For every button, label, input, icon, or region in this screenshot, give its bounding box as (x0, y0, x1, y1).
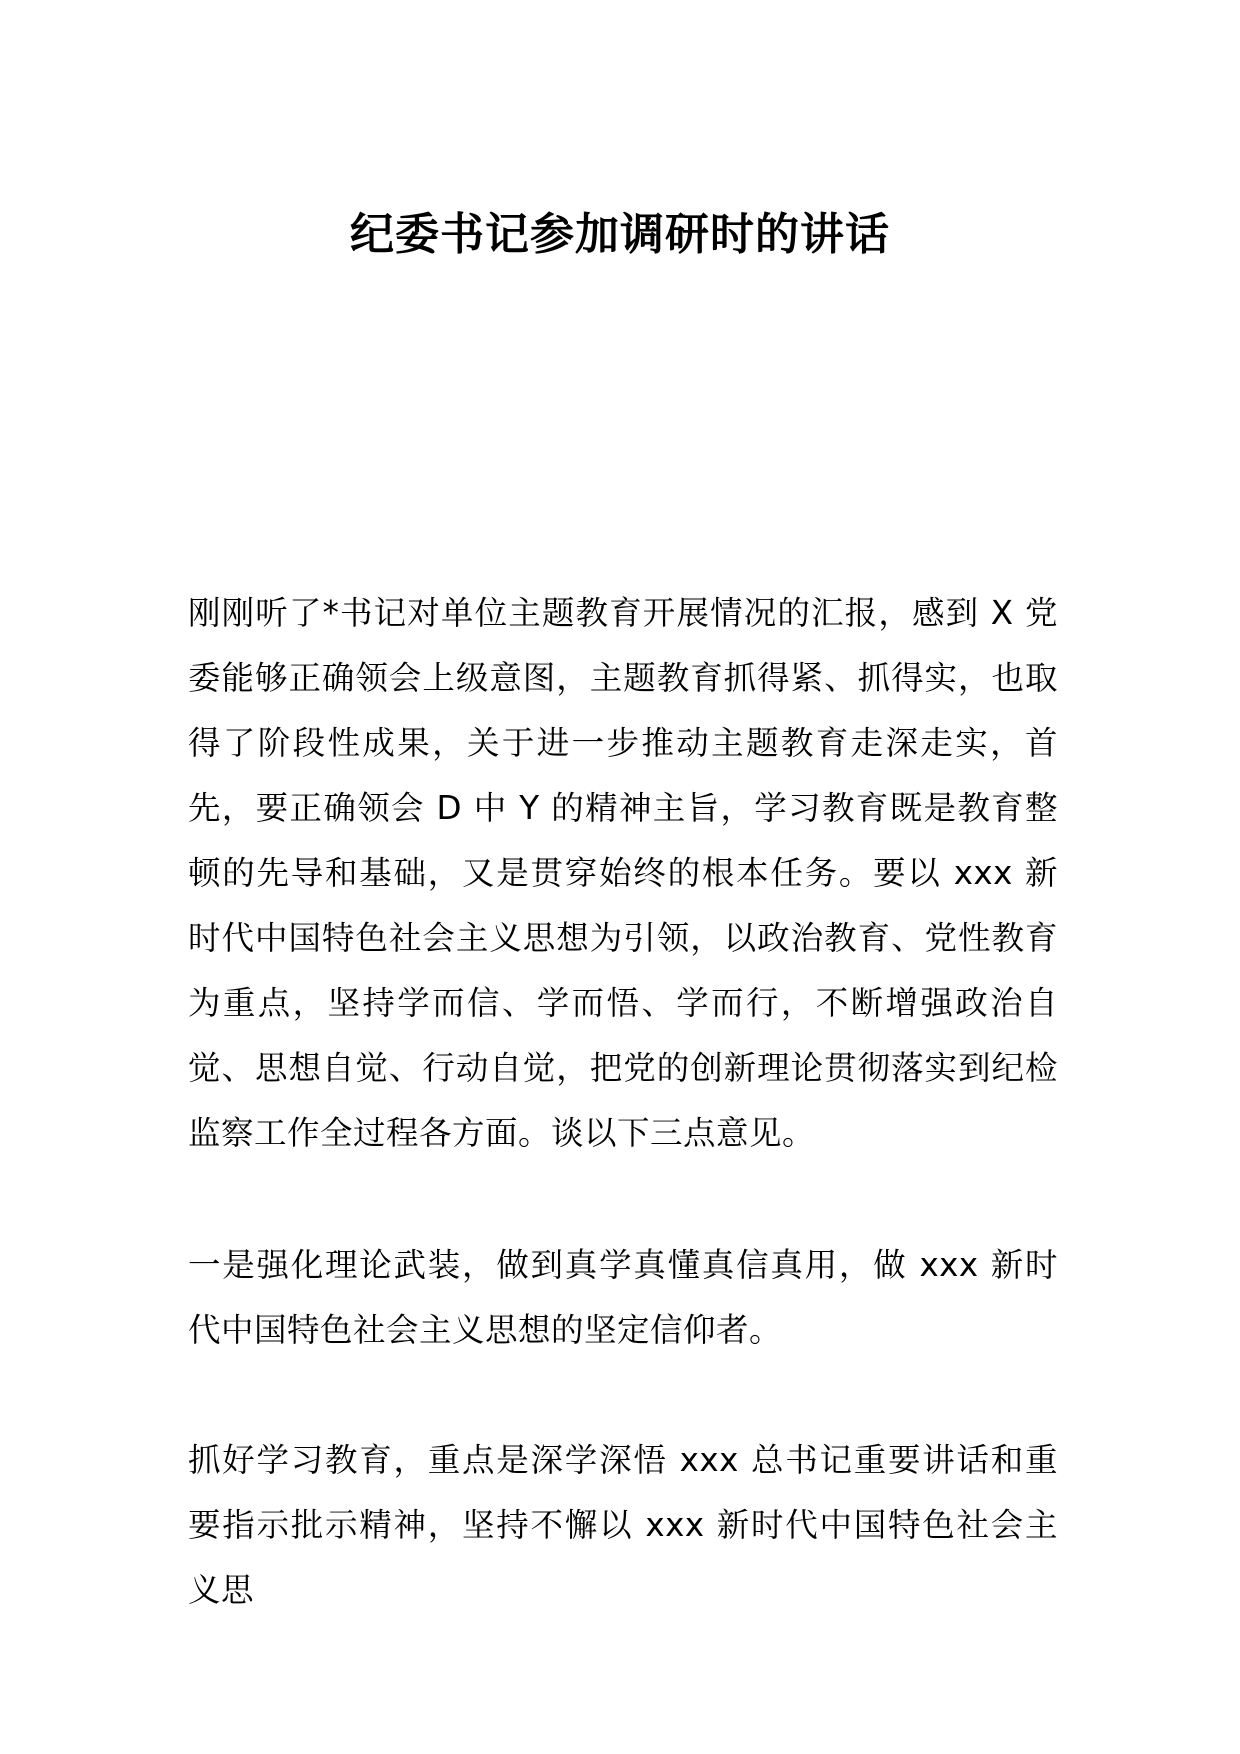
paragraph-point-one: 一是强化理论武装，做到真学真懂真信真用，做 xxx 新时代中国特色社会主义思想的坚定信仰者。 (188, 1246, 1058, 1349)
paragraph-intro: 刚刚听了*书记对单位主题教育开展情况的汇报，感到 X 党委能够正确领会上级意图，主题教育抓得紧、抓得实，也取得了阶段性成果，关于进一步推动主题教育走深走实，首先，要正确领会 D 中 Y 的精神主旨，学习教育既是教育整顿的先导和基础，又是贯穿始终的根本任务。要以 xxx 新时代中国特色社会主义思想为引领，以政治教育、党性教育为重点，坚持学而信、学而悟、学而行，不断增强政治自觉、思想自觉、行动自觉，把党的创新理论贯彻落实到纪检监察工作全过程各方面。谈以下三点意见。 (188, 594, 1058, 1152)
document-title: 纪委书记参加调研时的讲话 (350, 209, 890, 260)
paragraph-study-education: 抓好学习教育，重点是深学深悟 xxx 总书记重要讲话和重要指示批示精神，坚持不懈以 xxx 新时代中国特色社会主义思 (188, 1441, 1058, 1609)
